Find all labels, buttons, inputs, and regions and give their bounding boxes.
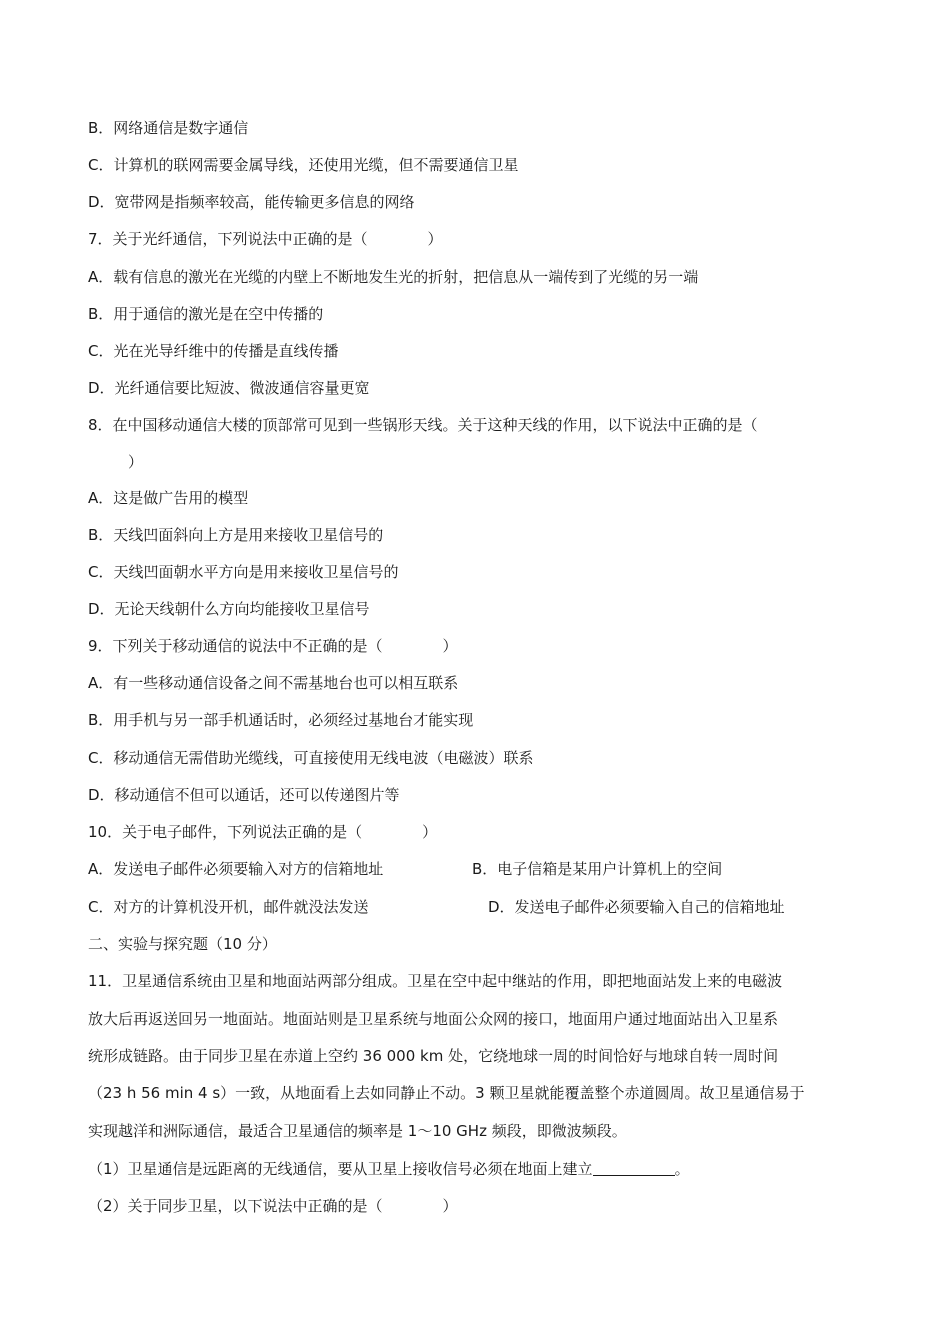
option-6d: D．宽带网是指频率较高，能传输更多信息的网络	[88, 193, 415, 211]
option-7b: B．用于通信的激光是在空中传播的	[88, 305, 324, 323]
option-8b: B．天线凹面斜向上方是用来接收卫星信号的	[88, 526, 384, 544]
section-2-heading: 二、实验与探究题（10 分）	[88, 935, 277, 953]
option-9d: D．移动通信不但可以通话，还可以传递图片等	[88, 786, 400, 804]
question-10: 10．关于电子邮件，下列说法正确的是（ ）	[88, 823, 438, 841]
option-7a: A．载有信息的激光在光缆的内壁上不断地发生光的折射，把信息从一端传到了光缆的另一端	[88, 268, 699, 286]
question-8: 8．在中国移动通信大楼的顶部常可见到一些锅形天线。关于这种天线的作用，以下说法中正确的是（	[88, 416, 758, 434]
question-7: 7．关于光纤通信，下列说法中正确的是（ ）	[88, 230, 443, 248]
answer-blank	[593, 1160, 675, 1176]
question-11-line-3: 统形成链路。由于同步卫星在赤道上空约 36 000 km 处，它绕地球一周的时间恰好与地球自转一周时间	[88, 1047, 779, 1065]
option-8d: D．无论天线朝什么方向均能接收卫星信号	[88, 600, 370, 618]
question-11-line-2: 放大后再返送回另一地面站。地面站则是卫星系统与地面公众网的接口，地面用户通过地面站出入卫星系	[88, 1010, 779, 1028]
option-7d: D．光纤通信要比短波、微波通信容量更宽	[88, 379, 370, 397]
question-11-line-5: 实现越洋和洲际通信，最适合卫星通信的频率是 1～10 GHz 频段，即微波频段。	[88, 1122, 627, 1140]
question-11-sub-1-end: 。	[674, 1160, 690, 1178]
question-11-sub-2: （2）关于同步卫星，以下说法中正确的是（ ）	[88, 1197, 458, 1215]
question-11-sub-1	[88, 1159, 690, 1179]
option-9b: B．用手机与另一部手机通话时，必须经过基地台才能实现	[88, 711, 474, 729]
option-6b: B．网络通信是数字通信	[88, 119, 249, 137]
question-9: 9．下列关于移动通信的说法中不正确的是（ ）	[88, 637, 458, 655]
option-6c: C．计算机的联网需要金属导线，还使用光缆，但不需要通信卫星	[88, 156, 519, 174]
option-9c: C．移动通信无需借助光缆线，可直接使用无线电波（电磁波）联系	[88, 749, 534, 767]
option-8c: C．天线凹面朝水平方向是用来接收卫星信号的	[88, 563, 399, 581]
option-9a: A．有一些移动通信设备之间不需基地台也可以相互联系	[88, 674, 459, 692]
option-10d: D．发送电子邮件必须要输入自己的信箱地址	[488, 898, 785, 916]
question-11-sub-1-text: （1）卫星通信是远距离的无线通信，要从卫星上接收信号必须在地面上建立	[88, 1160, 593, 1178]
question-8-closing-paren: ）	[128, 453, 144, 471]
option-10a: A．发送电子邮件必须要输入对方的信箱地址	[88, 860, 384, 878]
question-11-line-4: （23 h 56 min 4 s）一致，从地面看上去如同静止不动。3 颗卫星就能覆盖整个赤道圆周。故卫星通信易于	[88, 1084, 805, 1102]
option-10b: B．电子信箱是某用户计算机上的空间	[472, 860, 723, 878]
option-10c: C．对方的计算机没开机，邮件就没法发送	[88, 898, 369, 916]
option-7c: C．光在光导纤维中的传播是直线传播	[88, 342, 339, 360]
option-8a: A．这是做广告用的模型	[88, 489, 249, 507]
question-11-line-1: 11．卫星通信系统由卫星和地面站两部分组成。卫星在空中起中继站的作用，即把地面站发上来的电磁波	[88, 972, 783, 990]
